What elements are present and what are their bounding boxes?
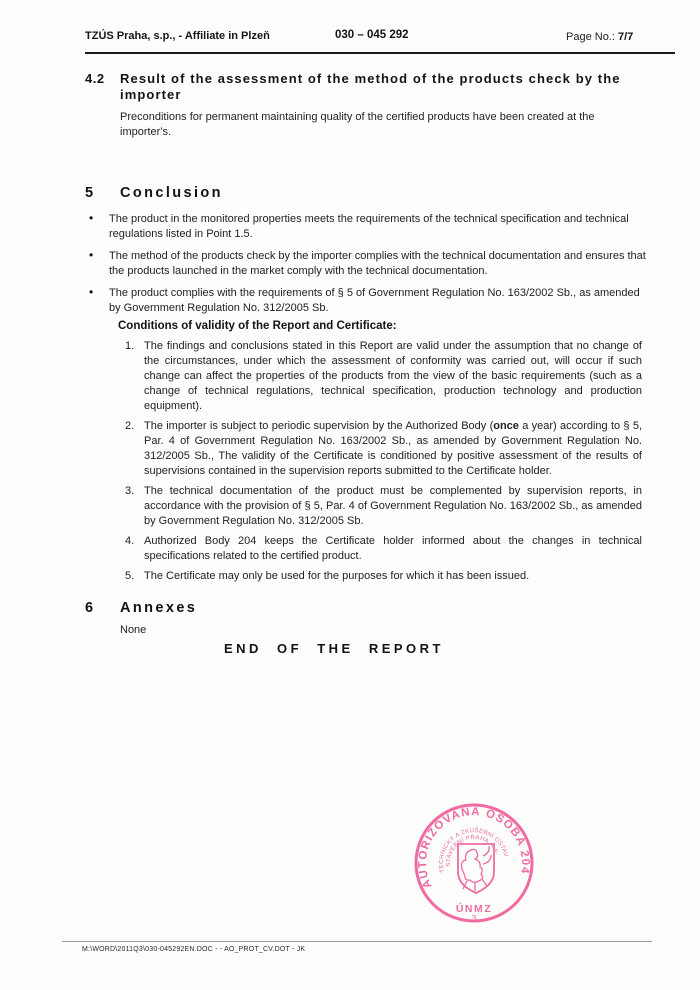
item-number: 1. (125, 340, 135, 352)
page-value: 7/7 (617, 31, 634, 43)
section-4-2-number: 4.2 (85, 71, 105, 86)
item-number: 3. (125, 485, 135, 497)
condition-item-3 (125, 484, 642, 529)
header-company: TZÚS Praha, s.p., - Affiliate in Plzeň (85, 30, 270, 42)
annexes-body: None (120, 624, 147, 636)
header-page-number (566, 31, 633, 43)
bullet-item (88, 249, 653, 279)
bullet-item (88, 286, 653, 316)
lion-icon (462, 846, 492, 891)
section-6-title: Annexes (120, 600, 198, 616)
conditions-title: Conditions of validity of the Report and Certificate: (118, 320, 397, 332)
item-bold-text: once (493, 420, 519, 432)
coat-of-arms-shield-icon (458, 844, 494, 893)
section-4-2-title: Result of the assessment of the method of the products check by the importer (120, 71, 621, 102)
section-4-2-body: Preconditions for permanent maintaining quality of the certified products have been created at the importer's. (120, 111, 595, 138)
item-text: The technical documentation of the product must be complemented by supervision reports, in accordance with the provision of § 5, Par. 4 of Government Regulation No. 163/2002 Sb., as amended by Government Regulation No. 312/2005 Sb. (144, 485, 642, 527)
section-5-heading (85, 185, 223, 201)
end-of-report-text: END OF THE REPORT (223, 641, 444, 656)
section-6-heading (85, 600, 197, 616)
item-text: The Certificate may only be used for the purposes for which it has been issued. (144, 570, 530, 582)
stamp-ring-text: AUTORIZOVANÁ OSOBA 204 (416, 805, 532, 891)
footer-rule (62, 941, 652, 942)
bullet-icon: • (89, 285, 94, 299)
condition-item-2 (125, 419, 642, 479)
condition-item-1 (125, 339, 642, 414)
stamp-institute-line-1: TECHNICKÝ A ZKUŠEBNÍ ÚSTAV (438, 828, 509, 874)
section-6-number: 6 (85, 600, 94, 616)
bullet-item (88, 212, 653, 242)
footer-file-path: M:\WORD\2011Q3\030-045292EN.DOC - - AO_PROT_CV.DOT - JK (82, 946, 306, 953)
condition-item-5 (125, 569, 642, 584)
item-text: Authorized Body 204 keeps the Certificate holder informed about the changes in technical specifications related to the certified product. (144, 535, 642, 562)
bullet-text: The method of the products check by the importer complies with the technical documentation and ensures that the products launched in the market comply with the technical documentation. (109, 250, 646, 277)
conditions-list (125, 339, 642, 589)
section-5-number: 5 (85, 185, 94, 201)
item-number: 4. (125, 535, 135, 547)
item-text: The findings and conclusions stated in this Report are valid under the assumption that no change of the circumstances, under which the assessment of conformity was carried out, will occur if such change can affect the properties of the products from the view of the basic requirements (such as a change of technical regulations, technical specification, production technology and production equipment). (144, 340, 642, 412)
conclusion-bullet-list (88, 212, 653, 323)
certification-stamp (399, 788, 549, 938)
bullet-icon: • (89, 211, 94, 225)
bullet-text: The product complies with the requirements of § 5 of Government Regulation No. 163/2002 Sb., as amended by Government Regulation No. 312/2005 Sb. (109, 287, 640, 314)
stamp-number-text: 3 (471, 913, 477, 923)
item-number: 2. (125, 420, 135, 432)
section-5-title: Conclusion (120, 185, 223, 201)
page-label: Page No.: (566, 31, 615, 43)
bullet-text: The product in the monitored properties meets the requirements of the technical specification and technical regulations listed in Point 1.5. (109, 213, 629, 240)
stamp-org-text: ÚNMZ (455, 903, 493, 915)
item-number: 5. (125, 570, 135, 582)
header-document-number: 030 – 045 292 (335, 29, 409, 41)
condition-item-4 (125, 534, 642, 564)
section-4-2-heading (85, 71, 660, 103)
header-rule (85, 52, 675, 54)
item-text: The importer is subject to periodic supervision by the Authorized Body (once a year) according to § 5, Par. 4 of Government Regulation No. 163/2002 Sb., as amended by Government Regulation No. 312/2005 Sb., The validity of the Certificate is conditioned by positive assessment of the results of supervisions contained in the supervision reports submitted to the Certificate holder. (144, 420, 642, 477)
bullet-icon: • (89, 248, 94, 262)
stamp-institute-line-2: STAVEBNÍ PRAHA, s.p. (445, 834, 501, 867)
